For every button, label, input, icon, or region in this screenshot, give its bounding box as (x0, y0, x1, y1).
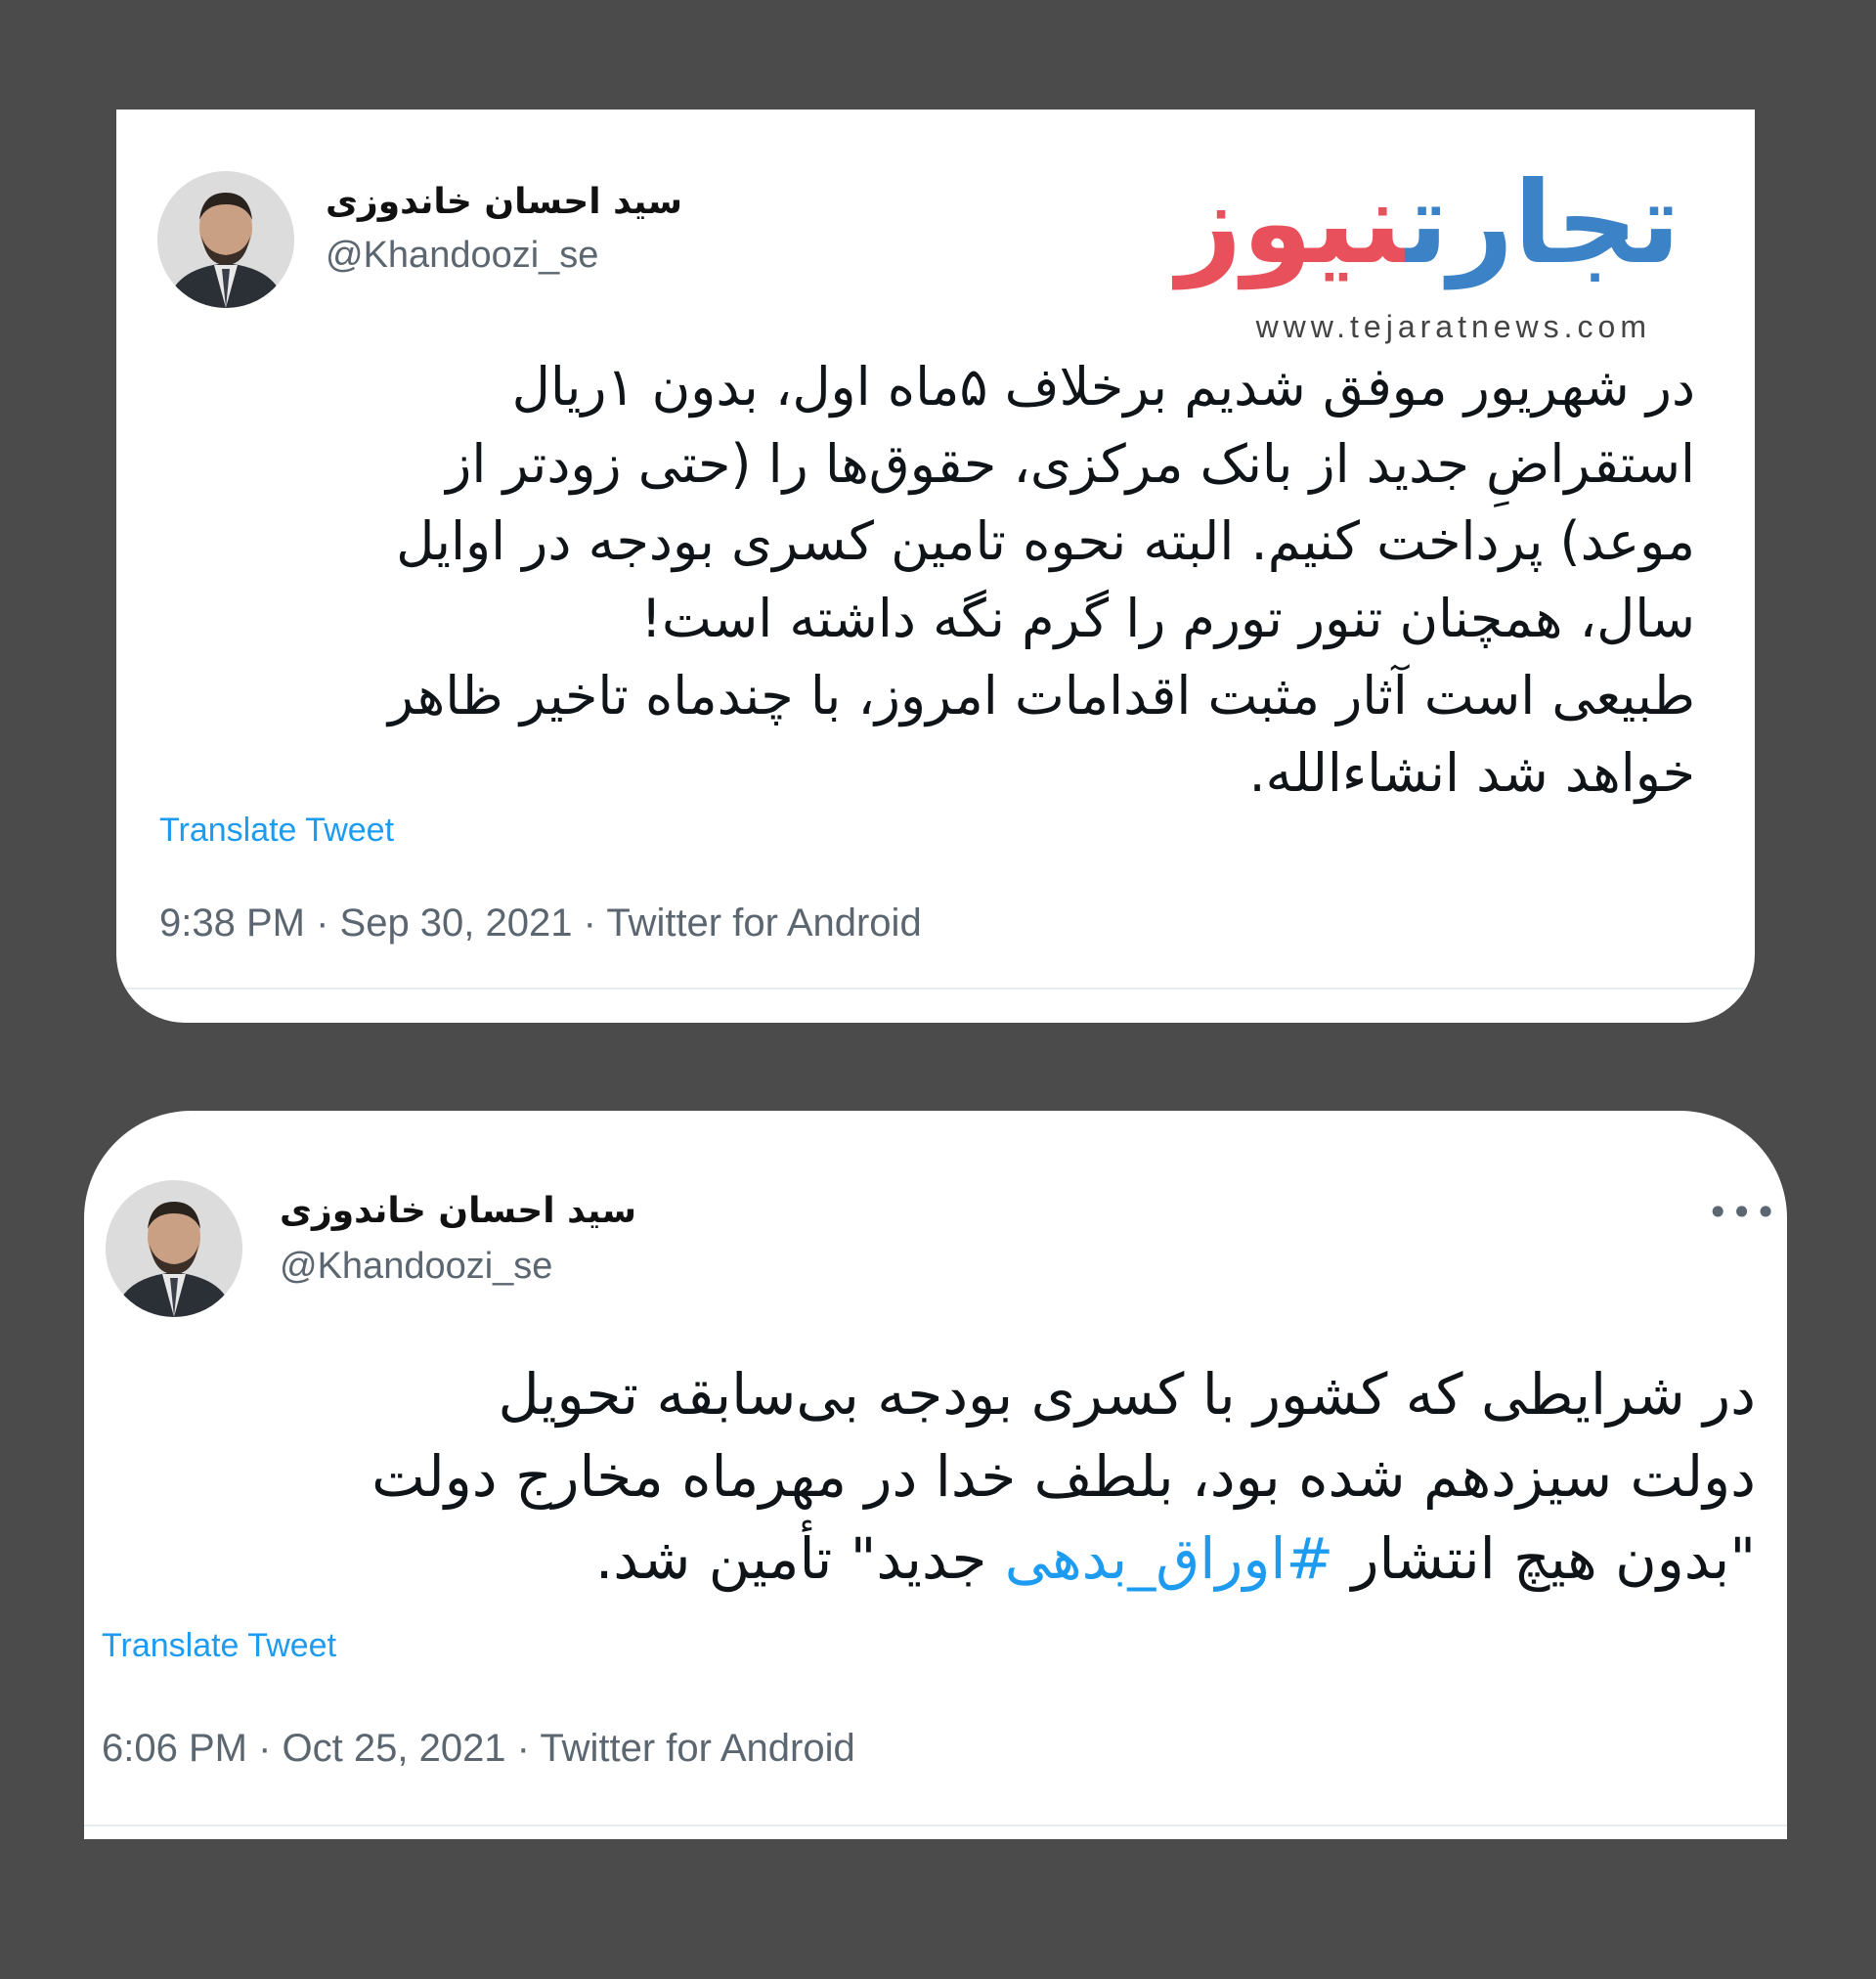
tweet-text: در شهریور موفق شدیم برخلاف ۵ماه اول، بدون ۱ریال استقراضِ جدید از بانک مرکزی، حقوق‌ها را (حتی زودتر از موعد) پرداخت کنیم. البته نحوه تامین کسری بودجه در اوایل سال، همچنان تنور تورم را گرم نگه داشته است! طبیعی است آثار مثبت اقدامات امروز، با چندماه تاخیر ظاهر خواهد شد انشاءالله. (387, 356, 1695, 804)
translate-tweet-link[interactable]: Translate Tweet (159, 812, 395, 849)
author-handle[interactable]: @Khandoozi_se (326, 235, 599, 276)
tweet-card (84, 1111, 1787, 1839)
author-handle[interactable]: @Khandoozi_se (280, 1246, 553, 1287)
tejaratnews-watermark (1176, 151, 1680, 356)
author-name[interactable]: سید احسان خاندوزی (280, 1191, 636, 1231)
watermark-url: www.tejaratnews.com (1255, 309, 1651, 344)
more-horizontal-icon[interactable]: ••• (1707, 1191, 1779, 1234)
tweet-card (116, 110, 1755, 1023)
translate-tweet-link[interactable]: Translate Tweet (102, 1627, 337, 1664)
profile-photo-icon (157, 171, 294, 308)
avatar[interactable] (157, 171, 294, 308)
author-name[interactable]: سید احسان خاندوزی (326, 182, 682, 222)
tweet-timestamp[interactable]: 6:06 PM · Oct 25, 2021 · Twitter for Android (102, 1727, 855, 1770)
divider (116, 988, 1755, 990)
profile-photo-icon (106, 1180, 242, 1317)
divider (84, 1825, 1787, 1826)
avatar[interactable] (106, 1180, 242, 1317)
tejaratnews-logo: تجارتنیوز (1176, 157, 1680, 289)
hashtag-link[interactable]: #اوراق_بدهی (1004, 1525, 1334, 1592)
tweet-text: در شرایطی که کشور با کسری بودجه بی‌سابقه تحویل دولت سیزدهم شده بود، بلطف خدا در مهرماه مخارج دولت "بدون هیچ انتشار #اوراق_بدهی جدید" تأمین شد. (371, 1361, 1756, 1592)
tweet-timestamp[interactable]: 9:38 PM · Sep 30, 2021 · Twitter for Android (159, 902, 922, 945)
